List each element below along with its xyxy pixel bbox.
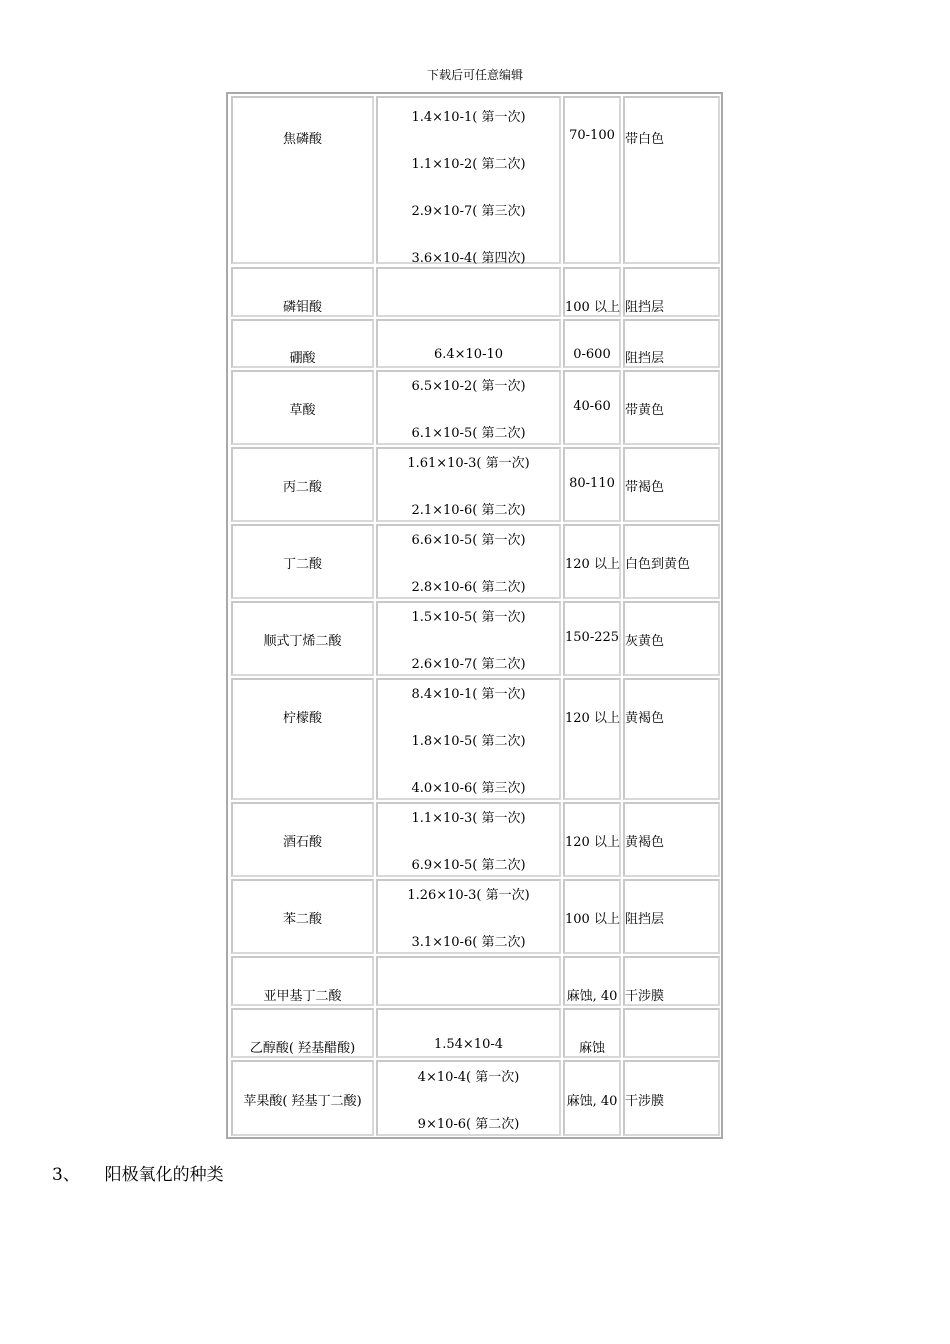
- temperature-value: 100 以上: [565, 300, 620, 315]
- film-color-value: 带褐色: [625, 480, 665, 495]
- film-color-cell: [623, 1008, 720, 1058]
- acid-name: 苹果酸( 羟基丁二酸): [243, 1094, 362, 1109]
- acid-name: 丙二酸: [282, 480, 322, 495]
- acid-name: 磷钼酸: [282, 300, 322, 315]
- acid-name-cell: [231, 802, 374, 877]
- section-title: 阳极氧化的种类: [104, 1165, 224, 1185]
- film-color-cell: [623, 447, 720, 522]
- dissociation-constant: 2.8×10-6( 第二次): [411, 580, 526, 595]
- film-color-value: 黄褐色: [625, 711, 665, 726]
- temperature-cell: [563, 879, 621, 954]
- temperature-value: 120 以上: [565, 557, 620, 572]
- constant-cell: [376, 879, 561, 954]
- acid-name: 顺式丁烯二酸: [263, 634, 342, 649]
- temperature-value: 麻蚀: [578, 1041, 605, 1056]
- acid-name-cell: [231, 96, 374, 264]
- acid-name-cell: [231, 879, 374, 954]
- constant-cell: [376, 267, 561, 317]
- film-color-cell: [623, 879, 720, 954]
- temperature-cell: [563, 956, 621, 1006]
- film-color-cell: [623, 601, 720, 676]
- acid-name-cell: [231, 1008, 374, 1058]
- temperature-cell: [563, 678, 621, 800]
- dissociation-constant: 6.9×10-5( 第二次): [411, 858, 526, 873]
- dissociation-constant: 2.1×10-6( 第二次): [411, 503, 526, 518]
- temperature-value: 150-225: [565, 630, 620, 645]
- temperature-value: 120 以上: [565, 835, 620, 850]
- page-header: 下载后可任意编辑: [426, 68, 523, 82]
- acid-name: 柠檬酸: [282, 711, 322, 726]
- dissociation-constant: 1.8×10-5( 第二次): [411, 734, 526, 749]
- temperature-value: 120 以上: [565, 711, 620, 726]
- dissociation-constant: 1.1×10-3( 第一次): [411, 811, 526, 826]
- film-color-cell: [623, 370, 720, 445]
- film-color-value: 阻挡层: [625, 912, 665, 927]
- dissociation-constant: 1.26×10-3( 第一次): [407, 888, 530, 903]
- acid-name-cell: [231, 678, 374, 800]
- temperature-value: 40-60: [573, 399, 611, 414]
- constant-cell: [376, 1060, 561, 1136]
- film-color-value: 带白色: [625, 132, 665, 147]
- dissociation-constant: 1.4×10-1( 第一次): [411, 110, 526, 125]
- acid-name-cell: [231, 956, 374, 1006]
- temperature-value: 100 以上: [565, 912, 620, 927]
- dissociation-constant: 3.1×10-6( 第二次): [411, 935, 526, 950]
- acid-name: 硼酸: [289, 351, 316, 366]
- section-heading: [52, 1160, 224, 1185]
- constant-cell: [376, 802, 561, 877]
- dissociation-constant: 1.54×10-4: [433, 1037, 504, 1052]
- film-color-value: 灰黄色: [625, 634, 665, 649]
- acid-name: 亚甲基丁二酸: [263, 989, 342, 1004]
- film-color-value: 阻挡层: [625, 351, 665, 366]
- dissociation-constant: 1.1×10-2( 第二次): [411, 157, 526, 172]
- constant-cell: [376, 319, 561, 368]
- film-color-cell: [623, 96, 720, 264]
- acid-name-cell: [231, 267, 374, 317]
- constant-cell: [376, 447, 561, 522]
- dissociation-constant: 8.4×10-1( 第一次): [411, 687, 526, 702]
- acid-name-cell: [231, 319, 374, 368]
- temperature-value: 70-100: [569, 128, 615, 143]
- film-color-cell: [623, 678, 720, 800]
- dissociation-constant: 6.1×10-5( 第二次): [411, 426, 526, 441]
- temperature-value: 0-600: [573, 347, 611, 362]
- temperature-cell: [563, 319, 621, 368]
- section-number: 3、: [52, 1165, 80, 1185]
- film-color-value: 带黄色: [625, 403, 665, 418]
- film-color-cell: [623, 524, 720, 599]
- constant-cell: [376, 96, 561, 264]
- temperature-cell: [563, 1008, 621, 1058]
- acid-name-cell: [231, 370, 374, 445]
- constant-cell: [376, 956, 561, 1006]
- dissociation-constant: 4×10-4( 第一次): [417, 1070, 520, 1085]
- constant-cell: [376, 1008, 561, 1058]
- acid-name: 丁二酸: [282, 557, 322, 572]
- film-color-cell: [623, 802, 720, 877]
- dissociation-constant: 4.0×10-6( 第三次): [411, 781, 526, 796]
- temperature-cell: [563, 524, 621, 599]
- film-color-value: 干涉膜: [625, 989, 665, 1004]
- temperature-cell: [563, 601, 621, 676]
- constant-cell: [376, 524, 561, 599]
- temperature-cell: [563, 447, 621, 522]
- acid-table: [226, 92, 723, 1139]
- temperature-cell: [563, 267, 621, 317]
- acid-name: 焦磷酸: [282, 132, 322, 147]
- film-color-cell: [623, 267, 720, 317]
- temperature-cell: [563, 1060, 621, 1136]
- temperature-cell: [563, 370, 621, 445]
- acid-name: 草酸: [289, 403, 316, 418]
- dissociation-constant: 1.61×10-3( 第一次): [407, 456, 530, 471]
- dissociation-constant: 6.4×10-10: [433, 347, 504, 362]
- constant-cell: [376, 678, 561, 800]
- film-color-value: 干涉膜: [625, 1094, 665, 1109]
- acid-name-cell: [231, 524, 374, 599]
- temperature-cell: [563, 96, 621, 264]
- dissociation-constant: 9×10-6( 第二次): [417, 1117, 520, 1132]
- dissociation-constant: 6.5×10-2( 第一次): [411, 379, 526, 394]
- film-color-cell: [623, 319, 720, 368]
- film-color-value: 黄褐色: [625, 835, 665, 850]
- film-color-cell: [623, 1060, 720, 1136]
- acid-name-cell: [231, 601, 374, 676]
- film-color-value: 阻挡层: [625, 300, 665, 315]
- film-color-cell: [623, 956, 720, 1006]
- temperature-cell: [563, 802, 621, 877]
- dissociation-constant: 6.6×10-5( 第一次): [411, 533, 526, 548]
- temperature-value: 麻蚀, 40: [566, 1094, 618, 1109]
- constant-cell: [376, 370, 561, 445]
- acid-name-cell: [231, 1060, 374, 1136]
- acid-name: 乙醇酸( 羟基醋酸): [249, 1041, 356, 1056]
- acid-name-cell: [231, 447, 374, 522]
- dissociation-constant: 2.9×10-7( 第三次): [411, 204, 526, 219]
- constant-cell: [376, 601, 561, 676]
- temperature-value: 麻蚀, 40: [566, 989, 618, 1004]
- acid-name: 酒石酸: [282, 835, 322, 850]
- dissociation-constant: 2.6×10-7( 第二次): [411, 657, 526, 672]
- temperature-value: 80-110: [569, 476, 615, 491]
- dissociation-constant: 1.5×10-5( 第一次): [411, 610, 526, 625]
- dissociation-constant: 3.6×10-4( 第四次): [411, 251, 526, 266]
- film-color-value: 白色到黄色: [625, 557, 691, 572]
- acid-name: 苯二酸: [282, 912, 322, 927]
